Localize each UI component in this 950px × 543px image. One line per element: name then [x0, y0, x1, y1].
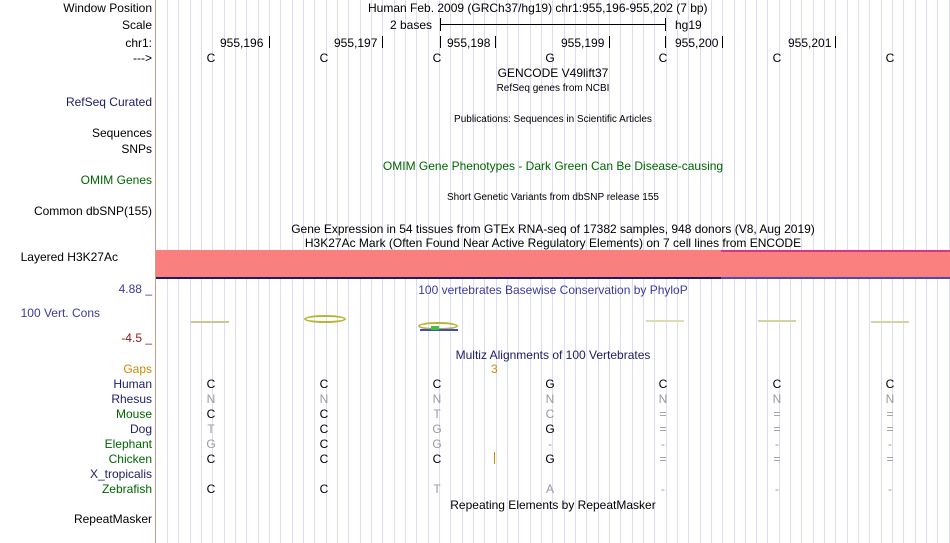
alignment-base: C [772, 377, 782, 391]
alignment-base: = [659, 452, 667, 466]
alignment-base: N [545, 392, 555, 406]
conservation-mark [431, 326, 439, 330]
alignment-base: C [432, 377, 442, 391]
reference-base: G [545, 51, 555, 65]
alignment-base: N [319, 392, 329, 406]
h3k27ac-signal[interactable] [156, 250, 950, 278]
reference-base: C [772, 51, 782, 65]
ruler-tick [440, 36, 441, 48]
track-label-repeatmasker[interactable]: RepeatMasker [73, 512, 152, 526]
ruler-tick [269, 36, 270, 48]
track-title-h3k27ac[interactable]: H3K27Ac Mark (Often Found Near Active Regulatory Elements) on 7 cell lines from ENCODE [304, 236, 802, 250]
ruler-tick [382, 36, 383, 48]
alignment-base: G [545, 452, 555, 466]
ruler-tick [609, 36, 610, 48]
alignment-base: = [659, 422, 667, 436]
species-label: Dog [129, 422, 152, 436]
alignment-base: = [773, 407, 781, 421]
alignment-base: C [319, 422, 329, 436]
ruler-tick [722, 36, 723, 48]
alignment-base: G [432, 422, 442, 436]
chrom-label: chr1: [125, 36, 152, 50]
track-label-gaps[interactable]: Gaps [123, 362, 152, 376]
reference-base: C [319, 51, 329, 65]
alignment-base: C [319, 452, 329, 466]
alignment-base: N [206, 392, 216, 406]
alignment-base: = [886, 407, 894, 421]
alignment-base: C [885, 377, 895, 391]
scale-bar [440, 24, 665, 25]
conservation-mark [304, 315, 346, 323]
conservation-mark [420, 329, 458, 331]
alignment-base: - [548, 437, 552, 451]
alignment-base: N [885, 392, 895, 406]
alignment-base: T [207, 422, 215, 436]
species-label: Chicken [108, 452, 152, 466]
scale-label: Scale [121, 18, 152, 32]
track-label-snps[interactable]: SNPs [121, 142, 152, 156]
species-label: Elephant [104, 437, 152, 451]
alignment-base: C [206, 452, 216, 466]
window-position-text: Human Feb. 2009 (GRCh37/hg19) chr1:955,196-955,202 (7 bp) [368, 1, 708, 15]
species-label: Rhesus [111, 392, 152, 406]
window-position-label: Window Position [63, 1, 152, 15]
alignment-base: T [433, 407, 441, 421]
cons-min-value: -4.5 _ [121, 331, 152, 345]
alignment-base: - [888, 437, 892, 451]
conservation-mark [871, 321, 909, 323]
track-label-dbsnp[interactable]: Common dbSNP(155) [33, 204, 152, 218]
cons-max-value: 4.88 _ [118, 282, 152, 296]
alignment-base: - [775, 482, 779, 496]
alignment-base: N [658, 392, 668, 406]
reference-base: C [206, 51, 216, 65]
alignment-base: C [432, 452, 442, 466]
scale-bar-left-tick [440, 18, 441, 31]
alignment-base: C [658, 377, 668, 391]
scale-bar-right-tick [665, 18, 666, 31]
alignment-base: - [775, 437, 779, 451]
conservation-mark [191, 321, 229, 323]
ruler-tick [495, 36, 496, 48]
ruler-tick [665, 36, 666, 48]
alignment-base: - [661, 482, 665, 496]
strand-toggle[interactable]: ---> [133, 51, 152, 65]
alignment-base: C [206, 482, 216, 496]
alignment-base: C [206, 407, 216, 421]
species-label: Human [113, 377, 152, 391]
gap-marker [494, 452, 495, 464]
alignment-base: = [659, 407, 667, 421]
scale-assembly: hg19 [675, 18, 702, 32]
h3k27ac-signal-baseline [156, 277, 721, 279]
reference-base: C [885, 51, 895, 65]
track-label-h3k27ac[interactable]: Layered H3K27Ac [20, 250, 118, 264]
track-title-publications[interactable]: Publications: Sequences in Scientific Articles [454, 114, 652, 125]
track-title-phylop[interactable]: 100 vertebrates Basewise Conservation by PhyloP [418, 283, 688, 297]
alignment-base: A [545, 482, 554, 496]
scale-bar-label: 2 bases [390, 18, 433, 32]
alignment-base: G [206, 437, 216, 451]
alignment-base: N [772, 392, 782, 406]
track-label-omim[interactable]: OMIM Genes [80, 173, 152, 187]
alignment-base: - [888, 482, 892, 496]
conservation-mark [646, 320, 684, 322]
ruler-position: 955,196 [220, 36, 264, 50]
species-label: Zebrafish [101, 482, 152, 496]
gap-count: 3 [491, 362, 498, 376]
track-title-refseq[interactable]: RefSeq genes from NCBI [496, 83, 610, 94]
alignment-base: = [773, 422, 781, 436]
track-label-refseq[interactable]: RefSeq Curated [65, 95, 152, 109]
conservation-mark [758, 320, 796, 322]
track-label-cons[interactable]: 100 Vert. Cons [20, 306, 100, 320]
species-label: Mouse [115, 407, 152, 421]
alignment-base: C [319, 482, 329, 496]
alignment-base: T [433, 482, 441, 496]
ruler-position: 955,201 [788, 36, 832, 50]
alignment-base: = [886, 422, 894, 436]
alignment-base: C [545, 407, 555, 421]
track-label-sequences[interactable]: Sequences [91, 126, 152, 140]
alignment-base: G [432, 437, 442, 451]
alignment-base: = [773, 452, 781, 466]
alignment-base: C [319, 377, 329, 391]
ruler-position: 955,199 [561, 36, 605, 50]
alignment-base: C [319, 437, 329, 451]
h3k27ac-signal-edge [721, 250, 950, 252]
ruler-position: 955,198 [447, 36, 491, 50]
track-title-gencode[interactable]: GENCODE V49lift37 [497, 66, 609, 80]
species-label: X_tropicalis [89, 467, 152, 481]
alignment-base: N [432, 392, 442, 406]
track-title-multiz[interactable]: Multiz Alignments of 100 Vertebrates [455, 348, 651, 362]
alignment-base: - [661, 437, 665, 451]
track-title-gtex[interactable]: Gene Expression in 54 tissues from GTEx RNA-seq of 17382 samples, 948 donors (V8, Aug 2019) [291, 222, 815, 236]
reference-base: C [432, 51, 442, 65]
alignment-base: C [206, 377, 216, 391]
track-title-dbsnp[interactable]: Short Genetic Variants from dbSNP release 155 [447, 192, 659, 203]
track-title-repeatmasker[interactable]: Repeating Elements by RepeatMasker [450, 498, 656, 512]
track-title-omim[interactable]: OMIM Gene Phenotypes - Dark Green Can Be Disease-causing [382, 159, 724, 173]
ruler-position: 955,200 [675, 36, 719, 50]
h3k27ac-signal-baseline [721, 277, 950, 279]
ruler-position: 955,197 [334, 36, 378, 50]
alignment-base: = [886, 452, 894, 466]
alignment-base: G [545, 422, 555, 436]
alignment-base: C [319, 407, 329, 421]
reference-base: C [658, 51, 668, 65]
alignment-base: G [545, 377, 555, 391]
ruler-tick [835, 36, 836, 48]
